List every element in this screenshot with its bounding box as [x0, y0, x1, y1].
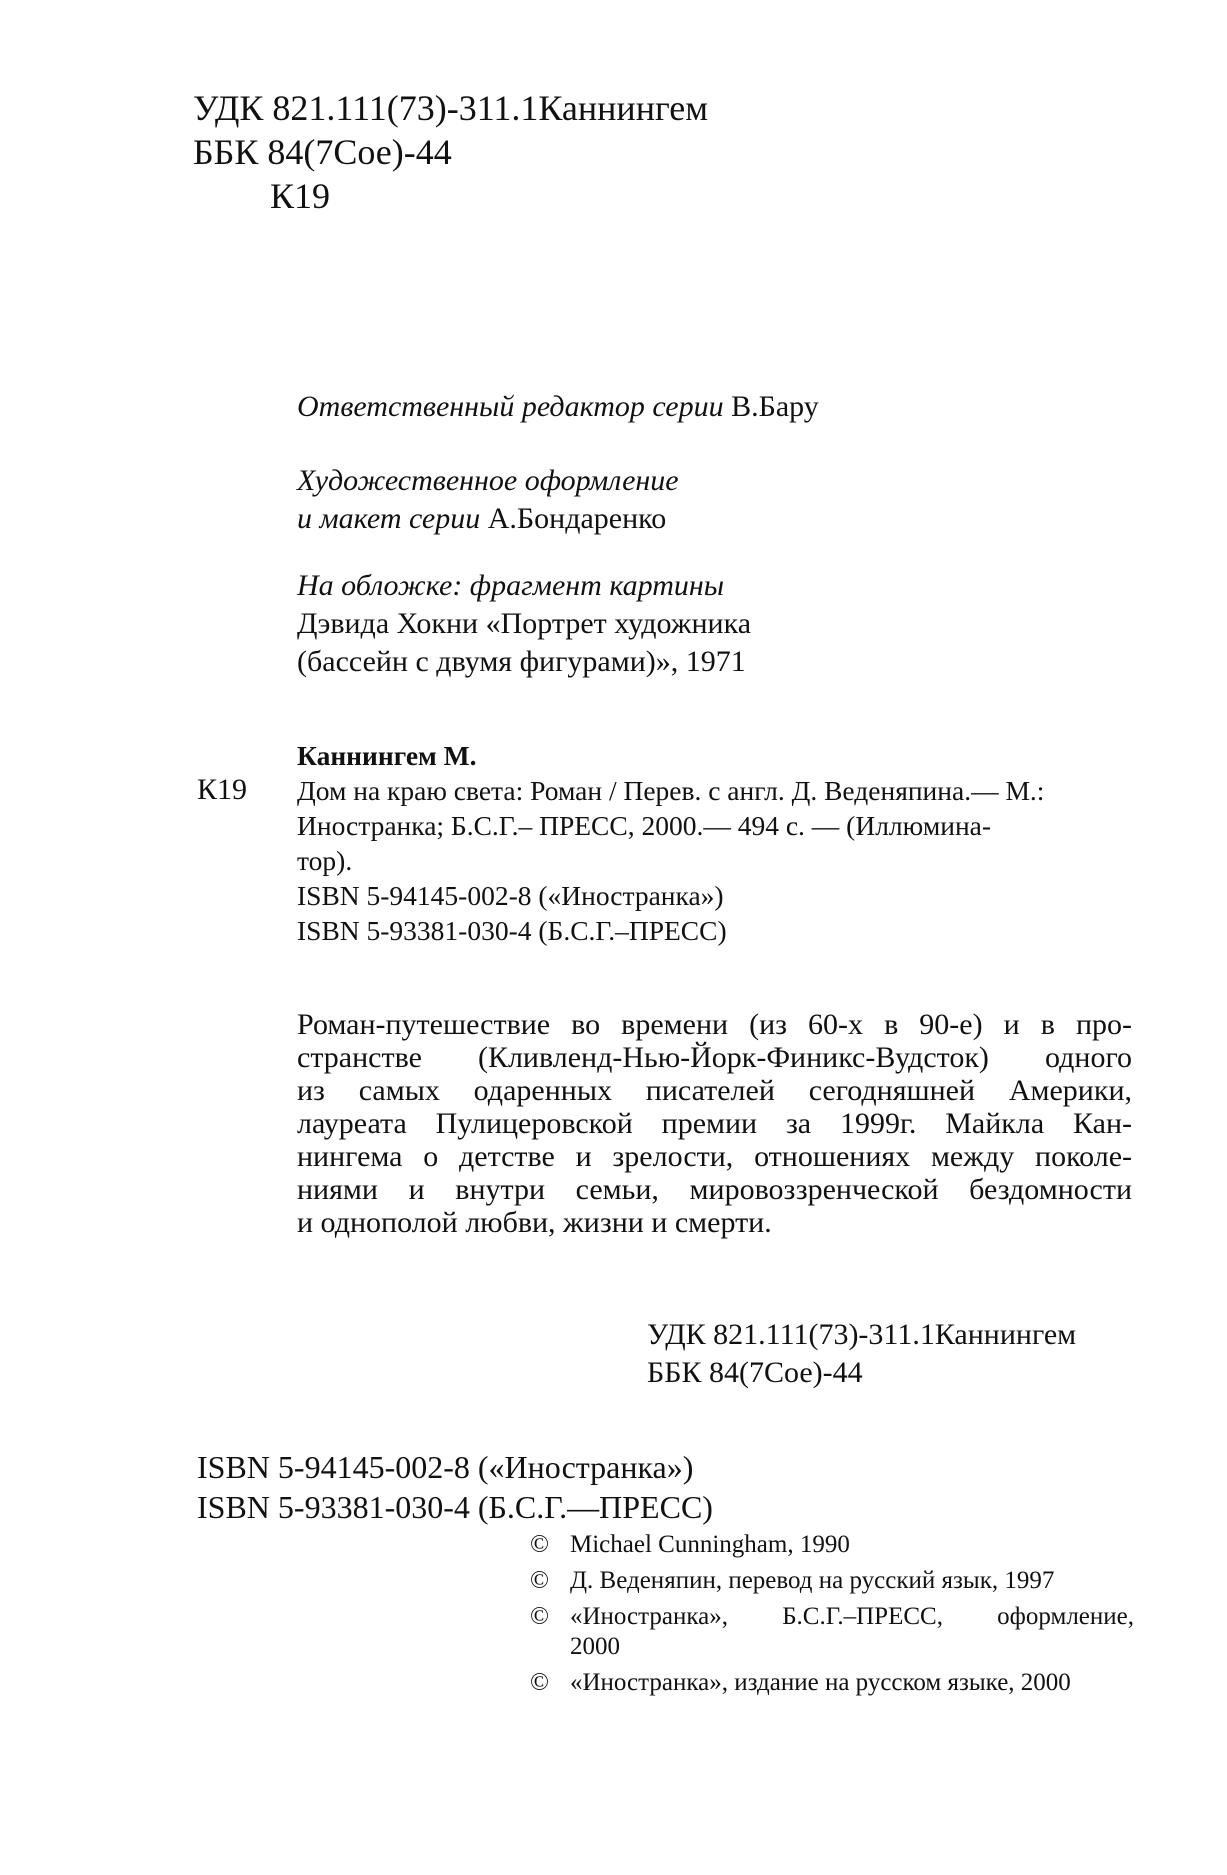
copyright-item [530, 1530, 1134, 1560]
cover-line-3: (бассейн с двумя фигурами)», 1971 [297, 645, 746, 678]
bbk-code: ББК 84(7Сое)-44 [193, 132, 452, 172]
footer-classification [647, 1316, 1076, 1392]
series-editor-role: Ответственный редактор серии [297, 390, 724, 423]
catalog-card [297, 738, 1044, 948]
copyright-text: Michael Cunningham, 1990 [570, 1531, 850, 1558]
annotation-paragraph [297, 1008, 1132, 1239]
annotation-line: из самых одаренных писателей сегодняшней Америки, [297, 1074, 1132, 1107]
catalog-author: Каннингем М. [297, 740, 477, 771]
catalog-isbn-2: ISBN 5-93381-030-4 (Б.С.Г.–ПРЕСС) [297, 915, 727, 946]
catalog-line-1: Дом на краю света: Роман / Перев. с англ. Д. Веденяпина.— М.: [297, 775, 1045, 806]
catalog-line-2: Иностранка; Б.С.Г.– ПРЕСС, 2000.— 494 с. — (Иллюмина- [297, 810, 992, 841]
annotation-line: нингема о детстве и зрелости, отношениях между поколе- [297, 1140, 1132, 1173]
author-sign: К19 [270, 176, 331, 216]
isbn-line-2: ISBN 5-93381-030-4 (Б.С.Г.—ПРЕСС) [197, 1489, 713, 1525]
copyright-sign-icon: © [530, 1567, 549, 1594]
design-role-line-2: и макет серии [297, 502, 481, 535]
design-name: А.Бондаренко [487, 502, 667, 535]
catalog-code: К19 [197, 773, 248, 806]
udk-code: УДК 821.111(73)-311.1Каннингем [193, 88, 709, 128]
copyright-item [530, 1668, 1134, 1698]
series-editor-name: В.Бару [731, 390, 819, 423]
design-credit [297, 462, 679, 538]
copyright-text: Д. Веденяпин, перевод на русский язык, 1997 [570, 1567, 1055, 1594]
footer-bbk: ББК 84(7Сое)-44 [647, 1356, 863, 1389]
copyright-item [530, 1602, 1134, 1632]
cover-line-2: Дэвида Хокни «Портрет художника [297, 607, 752, 640]
annotation-line: и однополой любви, жизни и смерти. [297, 1206, 772, 1239]
copyright-sign-icon: © [530, 1531, 549, 1558]
annotation-line: Роман-путешествие во времени (из 60-х в 90-е) и в про- [297, 1008, 1132, 1041]
cover-line-1: На обложке: фрагмент картины [297, 569, 725, 602]
catalog-isbn-1: ISBN 5-94145-002-8 («Иностранка») [297, 880, 724, 911]
annotation-line: ниями и внутри семьи, мировоззренческой бездомности [297, 1173, 1132, 1206]
copyright-sign-icon: © [530, 1603, 549, 1630]
copyright-text: «Иностранка», издание на русском языке, 2000 [570, 1669, 1071, 1696]
copyright-item-continuation [530, 1632, 1134, 1662]
isbn-block [197, 1447, 713, 1527]
copyright-text: 2000 [570, 1633, 620, 1660]
annotation-line: странстве (Кливленд-Нью-Йорк-Финикс-Вудсток) одного [297, 1041, 1132, 1074]
copyright-item [530, 1566, 1134, 1596]
classification-header [193, 86, 708, 218]
footer-udk: УДК 821.111(73)-311.1Каннингем [647, 1318, 1077, 1351]
copyright-block [530, 1530, 1134, 1704]
annotation-line: лауреата Пулицеровской премии за 1999г. Майкла Кан- [297, 1107, 1132, 1140]
copyright-sign-icon: © [530, 1669, 549, 1696]
isbn-line-1: ISBN 5-94145-002-8 («Иностранка») [197, 1449, 694, 1485]
catalog-line-3: тор). [297, 845, 353, 876]
copyright-text: «Иностранка», Б.С.Г.–ПРЕСС, оформление, [570, 1603, 1134, 1630]
design-role-line-1: Художественное оформление [297, 464, 679, 497]
series-editor-credit [297, 388, 819, 426]
cover-credit [297, 567, 751, 681]
